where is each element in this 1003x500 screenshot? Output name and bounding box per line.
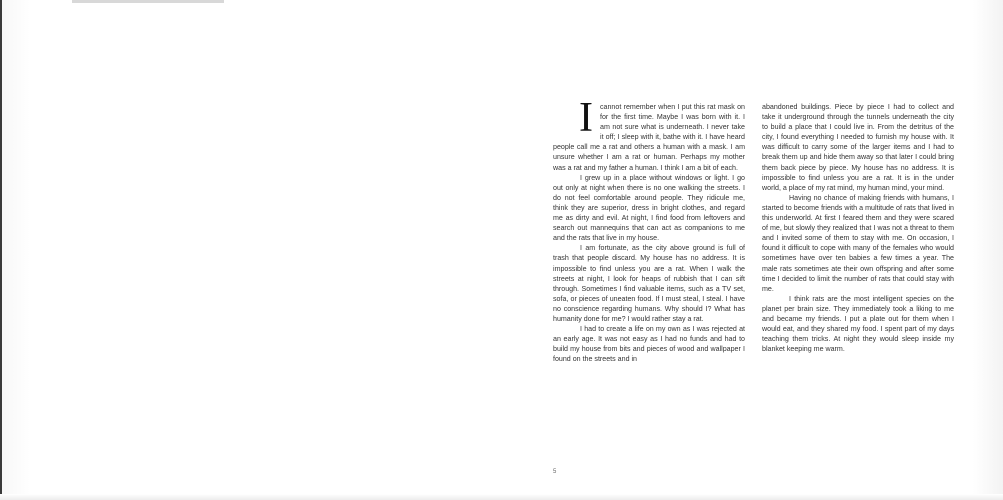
paragraph-5: abandoned buildings. Piece by piece I had to collect and take it underground through the tunnels underneath the city to build a place that I could live in. From the detritus of the city, I found everything I needed to furnish my house with. It was difficult to carry some of the larger items and I had to break them up and hide them away so that later I could bring them back piece by piece. My house has no address. It is impossible to find unless you are a rat. It is in the under world, a place of my rat mind, my human mind, your mind. [762,103,954,192]
paragraph-4: I had to create a life on my own as I was rejected at an early age. It was not easy as I had no funds and had to build my house from bits and pieces of wood and wallpaper I found on the streets and in [553,325,745,364]
paragraph-3: I am fortunate, as the city above ground is full of trash that people discard. My house has no address. It is impossible to find unless you are a rat. When I walk the streets at night, I look for heaps of rubbish that I can sift through. Sometimes I find valuable items, such as a TV set, sofa, or pieces of uneaten food. If I must steal, I steal. I have no conscience regarding humans. Why should I? What has humanity done for me? I would rather stay a rat. [553,244,745,323]
paragraph-7: I think rats are the most intelligent species on the planet per brain size. They immediately took a liking to me and became my friends. I put a plate out for them when I would eat, and they shared my food. I spent part of my days teaching them tricks. At night they would sleep inside my blanket keeping me warm. [762,294,954,354]
drop-cap: I [579,95,593,141]
text-column-left [553,95,745,364]
page-number: 5 [553,469,557,475]
paragraph-2: I grew up in a place without windows or light. I go out only at night when there is no one walking the streets. I do not feel comfortable around people. They ridicule me, think they are superior, dress in bright clothes, and regard me as dirty and evil. At night, I find food from leftovers and search out mannequins that can act as companions to me and the rats that live in my house. [553,173,745,243]
text-column-right [762,102,954,354]
page-edge-left [0,0,2,500]
paragraph-1-text: cannot remember when I put this rat mask on for the first time. Maybe I was born with it. I am not sure what is underneath. I never take it off; I sleep with it, bathe with it. I have heard people call me a rat and others a human with a mask. I am unsure whether I am a rat or human. Perhaps my mother was a rat and my father a human. I think I am a bit of each. [553,103,745,172]
paragraph-6: Having no chance of making friends with humans, I started to become friends with a multitude of rats that lived in this underworld. At first I feared them and they were scared of me, but slowly they realized that I was not a threat to them and I invited some of them to stay with me. On occasion, I found it difficult to cope with many of the females who would sometimes have over ten babies a few times a year. The male rats sometimes ate their own offspring and after some time I decided to limit the number of rats that could stay with me. [762,193,954,293]
page-edge-bottom [0,494,1003,500]
paragraph-1 [553,95,745,173]
top-bleed-mark [72,0,224,3]
